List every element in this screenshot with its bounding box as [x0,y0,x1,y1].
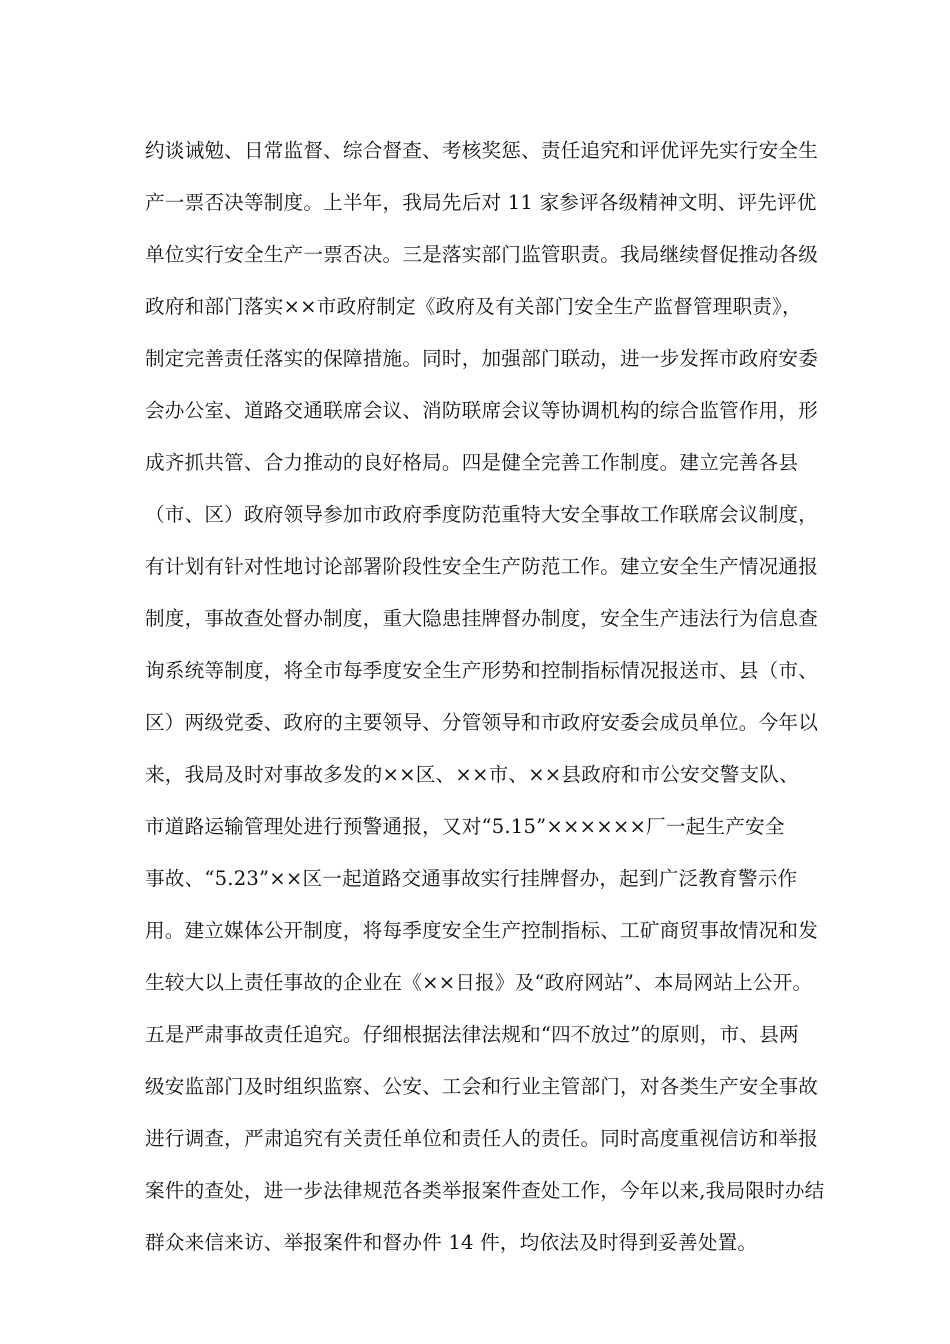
text-line: 生较大以上责任事故的企业在《××日报》及“政府网站”、本局网站上公开。 [145,971,813,994]
text-line: 市道路运输管理处进行预警通报，又对“5.15”××××××厂一起生产安全 [145,815,785,838]
text-line: 成齐抓共管、合力推动的良好格局。四是健全完善工作制度。建立完善各县 [145,451,799,474]
text-line: 区）两级党委、政府的主要领导、分管领导和市政府安委会成员单位。今年以 [145,711,818,734]
text-line: 询系统等制度，将全市每季度安全生产形势和控制指标情况报送市、县（市、 [145,659,818,682]
text-line: （市、区）政府领导参加市政府季度防范重特大安全事故工作联席会议制度， [145,503,818,526]
text-line: 政府和部门落实××市政府制定《政府及有关部门安全生产监督管理职责》， [145,295,802,318]
text-line: 事故、“5.23”××区一起道路交通事故实行挂牌督办，起到广泛教育警示作 [145,867,798,890]
text-line: 群众来信来访、举报案件和督办件 14 件，均依法及时得到妥善处置。 [145,1231,758,1254]
text-line: 制度，事故查处督办制度，重大隐患挂牌督办制度，安全生产违法行为信息查 [145,607,818,630]
text-line: 案件的查处，进一步法律规范各类举报案件查处工作，今年以来,我局限时办结 [145,1179,825,1202]
text-line: 来，我局及时对事故多发的××区、××市、××县政府和市公安交警支队、 [145,763,799,786]
text-line: 单位实行安全生产一票否决。三是落实部门监管职责。我局继续督促推动各级 [145,243,818,266]
body-paragraph [145,129,825,1273]
text-line: 产一票否决等制度。上半年，我局先后对 11 家参评各级精神文明、评先评优 [145,191,817,214]
text-line: 用。建立媒体公开制度，将每季度安全生产控制指标、工矿商贸事故情况和发 [145,919,818,942]
text-line: 五是严肃事故责任追究。仔细根据法律法规和“四不放过”的原则，市、县两 [145,1023,799,1046]
text-line: 级安监部门及时组织监察、公安、工会和行业主管部门，对各类生产安全事故 [145,1075,818,1098]
text-line: 进行调查，严肃追究有关责任单位和责任人的责任。同时高度重视信访和举报 [145,1127,818,1150]
text-line: 会办公室、道路交通联席会议、消防联席会议等协调机构的综合监管作用，形 [145,399,818,422]
text-line: 约谈诫勉、日常监督、综合督查、考核奖惩、责任追究和评优评先实行安全生 [145,139,818,162]
text-line: 制定完善责任落实的保障措施。同时，加强部门联动，进一步发挥市政府安委 [145,347,818,370]
text-line: 有计划有针对性地讨论部署阶段性安全生产防范工作。建立安全生产情况通报 [145,555,818,578]
